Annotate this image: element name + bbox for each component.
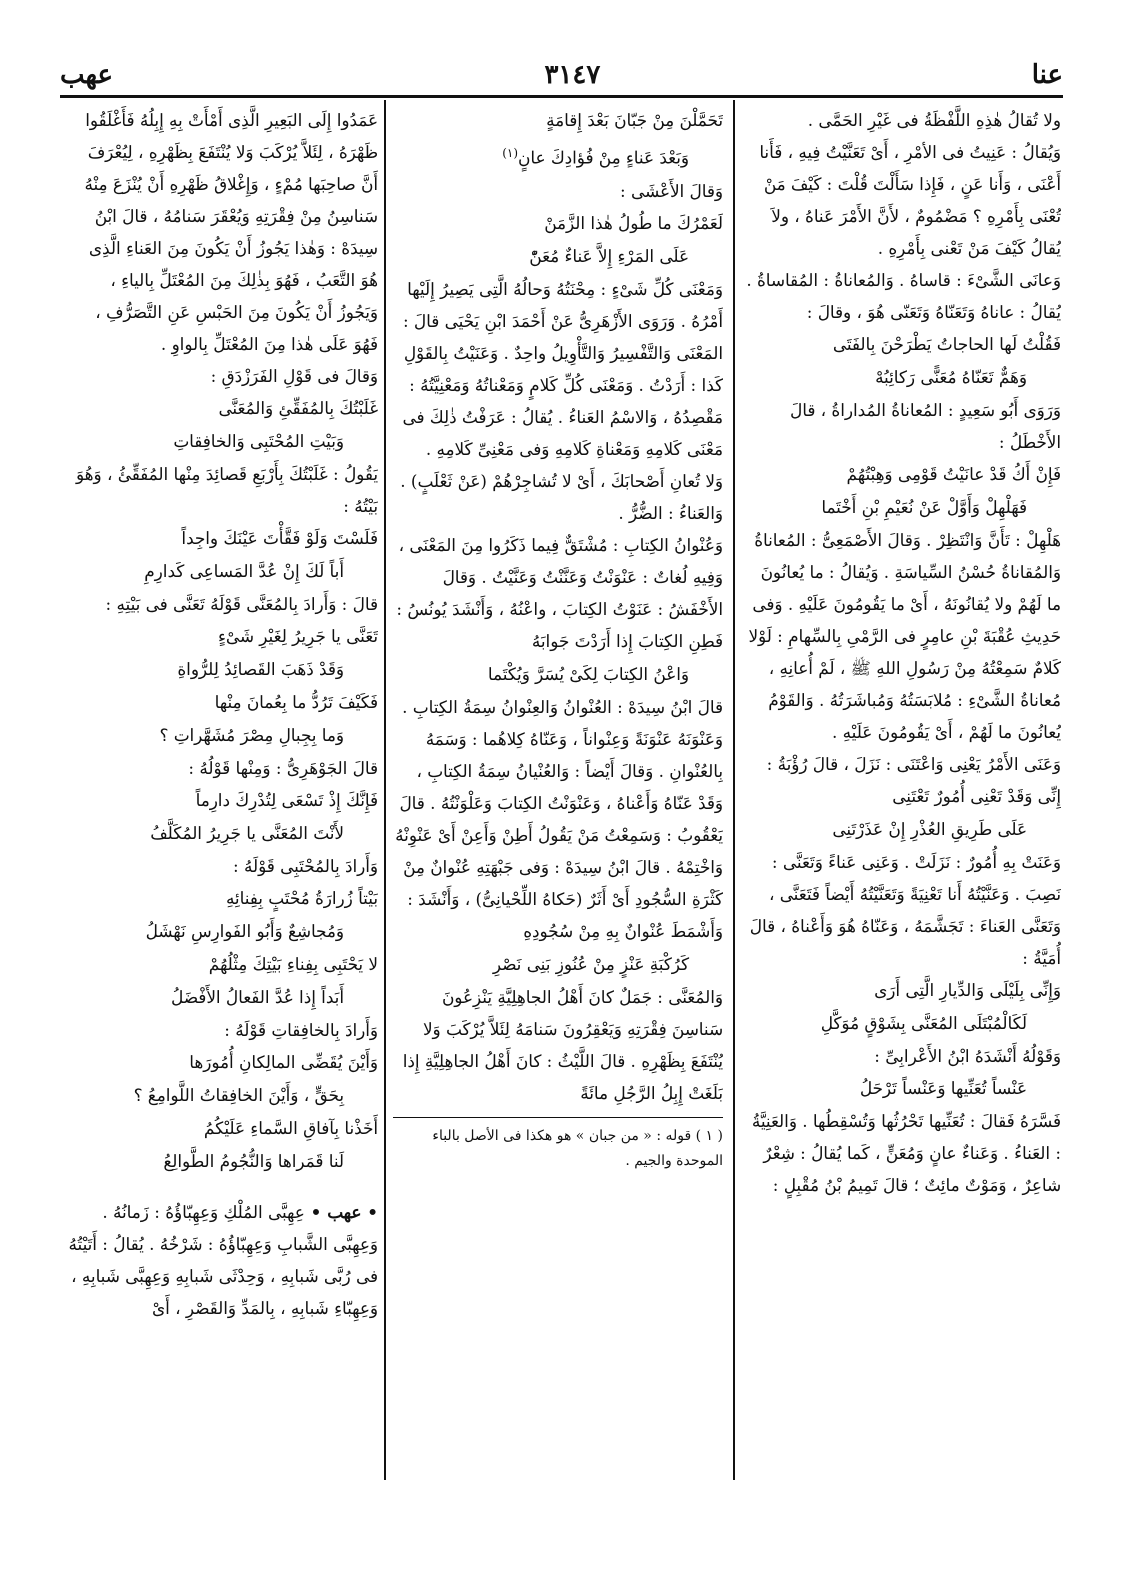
verse-second-hemistich: [393, 240, 723, 273]
entry-separator: [68, 1178, 378, 1196]
verse-text: وَبَعْدَ عَناءٍ مِنْ فُؤادِكَ عانٍ: [518, 147, 689, 168]
paragraph: [393, 273, 723, 465]
verse-text: كَرُكْبَةِ عَنْزٍ مِنْ عُنُوزِ بَنِى نَصْرِ: [492, 953, 689, 974]
verse-text: فَهَلْهِلْ وَأَوَّلْ عَنْ نُعَيْمِ بْنِ أَخْتَما: [821, 497, 1027, 517]
paragraph-text: وَعَنَى الأَمْرُ يَعْنِى وَاعْتَنَى : نَزَلَ ، قالَ رُؤْبَةُ :: [766, 754, 1061, 774]
paragraph: [393, 691, 723, 915]
verse-second-hemistich: [745, 1007, 1061, 1040]
paragraph: [68, 104, 378, 360]
paragraph: [745, 1040, 1061, 1072]
verse-text: وَإِنِّى بِلَيْلَى وَالدِّيارِ الَّتِى أَرَى: [874, 980, 1061, 1000]
verse-first-hemistich: [68, 686, 378, 719]
footnote: ( ١ ) قوله : « من جبان » هو هكذا فى الأصل بالباء الموحدة والجيم .: [432, 1127, 723, 1169]
verse-second-hemistich: [393, 137, 723, 175]
verse-second-hemistich: [68, 653, 378, 686]
paragraph-text: عَمَدُوا إِلَى البَعِيرِ الَّذِى أَمْأَتْ بِهِ إِبِلُهُ فَأَغْلَقُوا ظَهْرَهُ ، لِئَلاَّ يُرْكَبَ وَلا يُنْتَفَعَ بِظَهْرِهِ ، لِيُعْرَفَ أَنَّ صاحِبَها مُمْءٍ ، وَإِغْلاقُ ظَهْرِهِ أَنْ يُنْزَعَ مِنْهُ سَناسِنُ مِنْ فِقْرَتِهِ وَيُعْقَرَ سَنامُهُ ، قالَ ابْنُ سِيدَهْ : وَهٰذا يَجُوزُ أَنْ يَكُونَ مِنَ العَناءِ الَّذِى هُوَ التَّعَبُ ، فَهُوَ بِذٰلِكَ مِنَ المُعْتَلِّ بِالياءِ ، وَيَجُوزُ أَنْ يَكُونَ مِنَ الحَبْسِ عَنِ التَّصَرُّفِ ، فَهُوَ عَلَى هٰذا مِنَ المُعْتَلِّ بِالواوِ .: [84, 110, 378, 354]
footnote-reference: (١): [502, 146, 519, 160]
verse-second-hemistich: [68, 1145, 378, 1178]
verse-text: وَاعْنُ الكِتابَ لِكَىْ يُسَرَّ وَيُكْتَما: [487, 663, 689, 684]
verse-text: فَكَيْفَ تَرُدُّ ما بِعُمانَ مِنْها: [214, 692, 378, 712]
verse-text: لَكَالْمُبْتَلَى المُعَنَّى بِشَوْقٍ مُوَكَّلِ: [820, 1013, 1027, 1033]
verse-first-hemistich: [68, 1046, 378, 1079]
paragraph-text: وَالعَناءُ : الضُّرُّ .: [618, 502, 723, 523]
paragraph: [745, 104, 1061, 136]
verse-text: بَيْتاً زُرارَةُ مُحْتَبٍ بِفِنائِهِ: [225, 888, 378, 908]
verse-text: وَمُجاشِعٌ وَأَبُو الفَوارِسِ نَهْشَلُ: [145, 921, 344, 941]
paragraph-text: وَعانَى الشَّىْءَ : قاساهُ . وَالمُعاناةُ : المُقاساةُ . يُقالُ : عاناهُ وَتَعَنّاهُ وَتَعَنّى هُوَ ، وقالَ :: [746, 270, 1061, 322]
paragraph-text: وَأَرادَ بِالخافِقاتِ قَوْلَهُ :: [224, 1020, 378, 1040]
paragraph-text: وَأَرادَ بِالمُحْتَبِى قَوْلَهُ :: [232, 856, 378, 876]
verse-text: وَهَمٌّ تَعَنّاهُ مُعَنًّى رَكائِبُهْ: [875, 367, 1027, 387]
verse-first-hemistich: [745, 974, 1061, 1007]
page-number: ٣١٤٧: [544, 60, 601, 90]
paragraph: [393, 497, 723, 529]
paragraph: [745, 136, 1061, 264]
verse-first-hemistich: [745, 328, 1061, 361]
paragraph: [68, 1196, 378, 1324]
entry-headword: • عهب •: [304, 1202, 378, 1222]
paragraph-text: فَسَّرَهُ فَقالَ : تُعَنِّيها تَحْرُثُها وَتُسْقِطُها . وَالعَنِيَّةُ : العَناءُ . وَعَناءٌ عانٍ وَمُعَنٍّ ، كَما يُقالُ : شِعْرٌ شاعِرٌ ، وَمَوْتٌ مائِتٌ ؛ قالَ تَمِيمُ بْنُ مُقْبِلٍ :: [751, 1111, 1061, 1195]
verse-text: عَلَى طَرِيقِ العُذْرِ إِنْ عَذَرْتَنِى: [832, 819, 1027, 839]
paragraph-text: وَعَنَتْ بِهِ أُمُورٌ : نَزَلَتْ . وَعَنِى عَناءً وَتَعَنَّى : نَصِبَ . وَعَنَّيْتُهُ أَنا تَعْنِيَةً وَتَعَنَّيْتُهُ أَيْضاً فَتَعَنَّى ، وَتَعَنَّى العَناءَ : تَجَشَّمَهُ ، وَعَنّاهُ هُوَ وَأَعْناهُ ، قالَ أُمَيَّةُ :: [749, 852, 1061, 968]
text-column-center: [393, 104, 723, 1484]
verse-text: غَلَبْتُكَ بِالمُفَقِّئِ وَالمُعَنَّى: [218, 398, 378, 418]
verse-first-hemistich: [745, 780, 1061, 813]
verse-text: لا يَحْتَبِى بِفِناءِ بَيْتِكَ مِثْلُهُمْ: [208, 954, 378, 974]
verse-text: وَبَيْتِ المُحْتَبِى وَالخافِقاتِ: [173, 431, 344, 451]
paragraph-text: قالَ ابْنُ سِيدَهْ : العُنْوانُ وَالعِنْوانُ سِمَةُ الكِتابِ . وَعَنْوَنَهُ عَنْوَنَةً وَعِنْواناً ، وَعَنّاهُ كِلاهُما : وَسَمَهُ بِالعُنْوانِ . وَقالَ أَيْضاً : وَالعُنْيانُ سِمَةُ الكِتابِ ، وَقَدْ عَنّاهُ وَأَعْناهُ ، وَعَنْوَنْتُ الكِتابَ وَعَلْوَنْتُهُ . قالَ يَعْقُوبُ : وَسَمِعْتُ مَنْ يَقُولُ أَطِنْ وَأَعِنْ أَىْ عَنْوِنْهُ وَاخْتِمْهُ . قالَ ابْنُ سِيدَهْ : وَفى جَبْهَتِهِ عُنْوانٌ مِنْ كَثْرَةِ السُّجُودِ أَىْ أَثَرٌ (حَكاهُ اللِّحْيانِىُّ) ، وَأَنْشَدَ :: [395, 696, 723, 909]
verse-first-hemistich: [393, 207, 723, 240]
verse-first-hemistich: [68, 1112, 378, 1145]
verse-second-hemistich: [745, 361, 1061, 394]
verse-text: وَأَيْنَ يُقَضِّى المالِكانِ أُمُورَها: [189, 1052, 378, 1072]
header-right-catchword: عنا: [1031, 60, 1063, 90]
text-column-left: [68, 104, 378, 1484]
verse-text: لأَنْتَ المُعَنَّى يا جَرِيرُ المُكَلَّفُ: [150, 823, 344, 843]
page-header: [60, 58, 1063, 92]
verse-text: وَأَشْمَطَ عُنْوانٌ بِهِ مِنْ سُجُودِهِ: [523, 920, 723, 941]
paragraph: [68, 588, 378, 620]
paragraph-text: وَالمُعَنَّى : جَمَلٌ كانَ أَهْلُ الجاهِلِيَّةِ يَنْزِعُونَ سَناسِنَ فِقْرَتِهِ وَيَعْقِرُونَ سَنامَهُ لِئَلاَّ يُرْكَبَ وَلا يُنْتَفَعَ بِظَهْرِهِ . قالَ اللَّيْثُ : كانَ أَهْلُ الجاهِلِيَّةِ إِذا بَلَغَتْ إِبِلُ الرَّجُلِ مائَةً: [402, 986, 723, 1103]
paragraph: [745, 264, 1061, 328]
verse-second-hemistich: [393, 948, 723, 981]
verse-second-hemistich: [68, 719, 378, 752]
verse-second-hemistich: [68, 981, 378, 1014]
paragraph: [745, 1105, 1061, 1201]
text-column-right: [745, 104, 1061, 1484]
paragraph: [393, 175, 723, 207]
paragraph: [68, 850, 378, 882]
verse-first-hemistich: [68, 392, 378, 425]
paragraph-text: هَلْهِلْ : تَأَنَّ وَانْتَظِرْ . وَقالَ الأَصْمَعِىُّ : المُعاناةُ وَالمُقاناةُ حُسْنُ السِّياسَةِ . وَيُقالُ : ما يُعانُونَ ما لَهُمْ ولا يُقانُونَهُ ، أَىْ ما يَقُومُونَ عَلَيْهِ . وَفى حَدِيثِ عُقْبَةَ بْنِ عامِرٍ فى الرَّمْىِ بِالسِّهامِ : لَوْلا كَلامٌ سَمِعْتُهُ مِنْ رَسُولِ اللهِ ﷺ ، لَمْ أُعانِهِ ، مُعاناةُ الشَّىْءِ : مُلابَسَتُهُ وَمُباشَرَتُهُ . وَالقَوْمُ يُعانُونَ ما لَهُمْ ، أَىْ يَقُومُونَ عَلَيْهِ .: [748, 530, 1061, 742]
paragraph-text: يَقُولُ : غَلَبْتُكَ بِأَرْبَعِ قَصائِدَ مِنْها المُفَقِّئُ ، وَهُوَ بَيْتُهُ :: [76, 464, 378, 516]
paragraph: [68, 458, 378, 522]
verse-first-hemistich: [68, 784, 378, 817]
paragraph-text: وَيُقالُ : عَنِيتُ فى الأمْرِ ، أَىْ تَعَنَّيْتُ فِيهِ ، فَأَنا أَعْنَى ، وَأَنا عَنٍ ، فَإِذا سَأَلْتَ قُلْتَ : كَيْفَ مَنْ تُعْنَى بِأَمْرِهِ ؟ مَضْمُومٌ ، لأَنَّ الأَمْرَ عَناهُ ، ولاَ يُقالُ كَيْفَ مَنْ تَعْنى بِأَمْرِهِ .: [759, 142, 1061, 258]
footnote-rule: [393, 1117, 723, 1118]
verse-second-hemistich: [68, 817, 378, 850]
verse-text: فَلَسْتَ وَلَوْ فَقَّأْتَ عَيْنَكَ واجِداً: [181, 528, 378, 548]
verse-text: أَخَذْنا بِآفاقِ السَّماءِ عَلَيْكُمُ: [203, 1118, 378, 1138]
verse-first-hemistich: [68, 882, 378, 915]
paragraph-text: وَلا تُعانِ أَصْحابَكَ ، أَىْ لا تُشاجِرْهُمْ (عَنْ ثَعْلَبٍ) .: [400, 470, 723, 491]
verse-text: تَعَنَّى يا جَرِيرُ لِغَيْرِ شَىْءٍ: [218, 626, 378, 646]
paragraph: [393, 465, 723, 497]
verse-text: فَقُلْتُ لَها الحاجاتُ يَطْرَحْنَ بِالفَتَى: [832, 334, 1061, 354]
verse-text: عَلَى المَرْءِ إِلاَّ عَناءٌ مُعَنّْ: [529, 245, 689, 266]
paragraph: [68, 1014, 378, 1046]
paragraph-text: ولا تُقالُ هٰذِهِ اللَّفْظَةُ فى غَيْرِ الحَمَّى .: [807, 110, 1061, 130]
paragraph-text: وَقَوْلُهُ أَنْشَدَهُ ابْنُ الأَعْرابِىِّ :: [874, 1046, 1061, 1066]
verse-first-hemistich: [68, 522, 378, 555]
verse-second-hemistich: [745, 813, 1061, 846]
paragraph: [745, 846, 1061, 974]
paragraph: [745, 394, 1061, 458]
verse-first-hemistich: [393, 104, 723, 137]
verse-first-hemistich: [393, 625, 723, 658]
verse-second-hemistich: [68, 1079, 378, 1112]
verse-first-hemistich: [68, 948, 378, 981]
paragraph-text: وَقالَ فى قَوْلِ الفَرَزْدَقِ :: [210, 366, 378, 386]
verse-text: بِحَقٍّ ، وَأَيْنَ الخافِقاتُ اللَّوامِعُ ؟: [133, 1085, 344, 1105]
paragraph: [393, 529, 723, 625]
verse-text: لَعَمْرُكَ ما طُولُ هٰذا الزَّمَنْ: [544, 212, 723, 233]
verse-text: أَبَداً إِذا عُدَّ الفَعالُ الأَفْضَلُ: [171, 987, 344, 1007]
verse-text: فَإِنْ أَكُ قَدْ عانَيْتُ قَوْمِى وَهِبْتُهُمْ: [846, 464, 1061, 484]
paragraph-text: وَمَعْنَى كُلِّ شَىْءٍ : مِحْنَتُهُ وَحالُهُ الَّتِى يَصِيرُ إِلَيْها أَمْرُهُ . وَرَوَى الأَزْهَرِىُّ عَنْ أَحْمَدَ ابْنِ يَحْيَى قالَ : المَعْنَى وَالتَّفْسِيرُ وَالتَّأْوِيلُ واحِدٌ . وَعَنَيْتُ بِالقَوْلِ كَذا : أَرَدْتُ . وَمَعْنَى كُلِّ كَلامٍ وَمَعْناتُهُ وَمَعْنِيَّتُهُ : مَقْصِدُهُ ، وَالاسْمُ العَناءُ . يُقالُ : عَرَفْتُ ذٰلِكَ فى مَعْنَى كَلامِهِ وَمَعْناةِ كَلامِهِ وَفى مَعْنِىِّ كَلامِهِ .: [402, 278, 723, 459]
verse-text: عَنْساً تُعَنِّيها وَعَنْساً تَرْحَلُ: [859, 1078, 1027, 1098]
verse-first-hemistich: [393, 915, 723, 948]
verse-second-hemistich: [393, 658, 723, 691]
column-divider-left: [384, 100, 386, 1480]
verse-first-hemistich: [68, 620, 378, 653]
paragraph: [68, 752, 378, 784]
paragraph-text: قالَ : وَأَرادَ بِالمُعَنَّى قَوْلَهُ تَعَنَّى فى بَيْتِهِ :: [105, 594, 378, 614]
verse-first-hemistich: [745, 458, 1061, 491]
paragraph: [745, 748, 1061, 780]
paragraph-text: وَعُنْوانُ الكِتابِ : مُشْتَقٌّ فِيما ذَكَرُوا مِنَ المَعْنَى ، وَفِيهِ لُغاتٌ : عَنْوَنْتُ وَعَنَّنْتُ وَعَنَّيْتُ . وَقالَ الأَخْفَشُ : عَنَوْتُ الكِتابَ ، واعْنُهُ ، وَأَنْشَدَ يُونُسُ :: [396, 534, 723, 619]
verse-second-hemistich: [68, 425, 378, 458]
paragraph-text: وَقالَ الأَعْشَى :: [620, 180, 723, 201]
paragraph-text: قالَ الجَوْهَرِىُّ : وَمِنْها قَوْلُهُ :: [188, 758, 378, 778]
verse-second-hemistich: [745, 1072, 1061, 1105]
column-divider-right: [733, 100, 735, 1480]
paragraph: [393, 981, 723, 1109]
paragraph-text: عِهِبَّى المُلْكِ وَعِهِبّاؤُهُ : زَمانُهُ . وَعِهِبَّى الشَّبابِ وَعِهِبّاؤُهُ : شَرْخُهُ . يُقالُ : أَتَيْتُهُ فى رُبَّى شَبابِهِ ، وَحِدْثَى شَبابِهِ وَعِهِبَّى شَبابِهِ ، وَعِهِبّاءِ شَبابِهِ ، بِالمَدِّ وَالقَصْرِ ، أَىْ: [68, 1202, 378, 1318]
verse-text: تَحَمَّلْنَ مِنْ جَبّانَ بَعْدَ إِقامَةٍ: [546, 110, 723, 130]
paragraph: [68, 360, 378, 392]
verse-second-hemistich: [68, 555, 378, 588]
verse-text: لَنا قَمَراها وَالنُّجُومُ الطَّوالِعُ: [163, 1151, 344, 1171]
header-rule: [60, 95, 1063, 98]
paragraph-text: وَرَوَى أَبُو سَعِيدٍ : المُعاناةُ المُداراةُ ، قالَ الأَخْطَلُ :: [790, 400, 1061, 452]
verse-second-hemistich: [68, 915, 378, 948]
verse-text: فَإِنَّكَ إِذْ تَسْعَى لِتُدْرِكَ دارِماً: [195, 790, 378, 810]
verse-text: وَقَدْ ذَهَبَ القَصائِدُ لِلرُّواةِ: [177, 659, 344, 679]
paragraph: [745, 524, 1061, 748]
verse-text: أَباً لَكَ إِنْ عُدَّ المَساعِى كَدارِمِ: [144, 561, 344, 581]
verse-text: وَما بِجِبالِ مِصْرَ مُشَهَّراتِ ؟: [159, 725, 344, 745]
header-left-catchword: عهب: [60, 60, 114, 90]
verse-text: إِنِّى وَقَدْ تَعْنِى أُمُورٌ تَعْتَنِى: [892, 786, 1061, 806]
verse-text: فَطِنِ الكِتابَ إِذا أَرَدْتَ جَوابَهُ: [531, 630, 723, 651]
verse-second-hemistich: [745, 491, 1061, 524]
